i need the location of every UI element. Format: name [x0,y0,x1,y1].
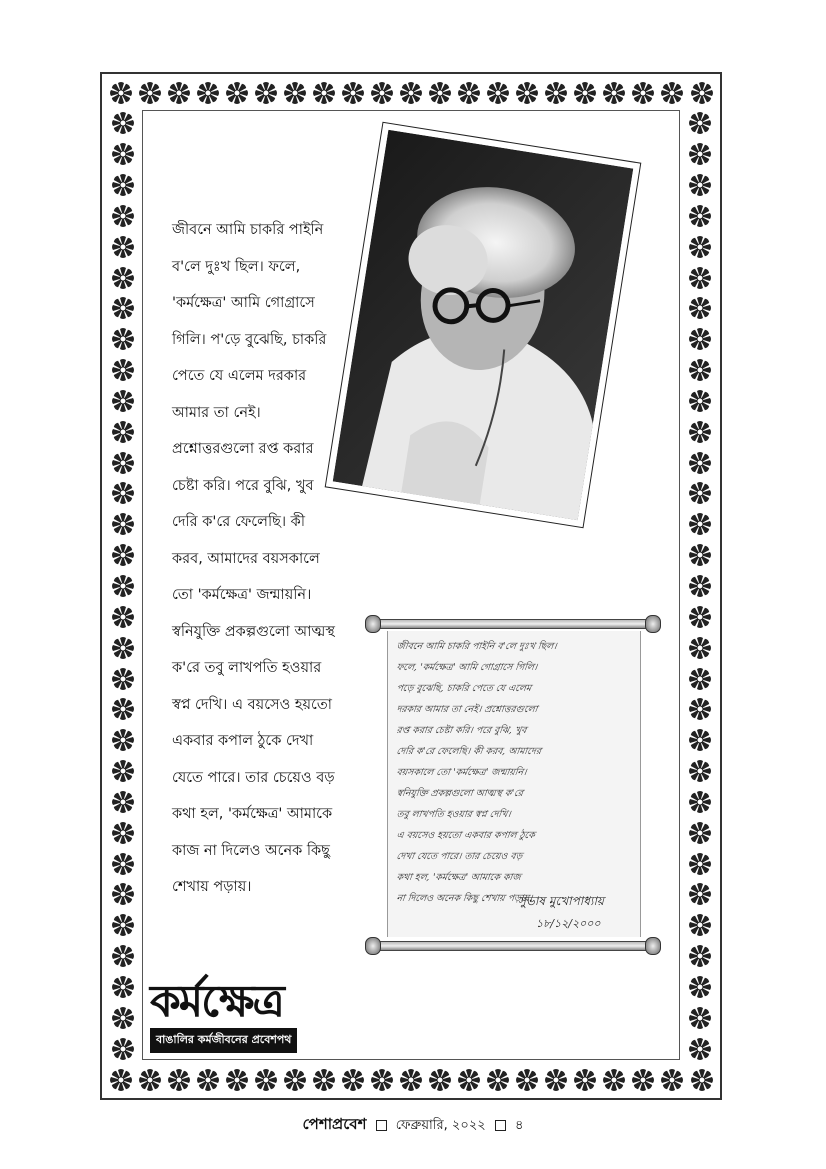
ornament-star-icon [108,510,137,539]
ornament-star-icon [685,448,714,477]
ornament-star-icon [222,1065,251,1094]
ornament-star-icon [687,1065,716,1094]
ornament-star-icon [108,356,137,385]
poem-line: স্বপ্ন দেখি। এ বয়সেও হয়তো [172,696,332,713]
ornament-star-icon [108,757,137,786]
handwritten-line: দেরি ক'রে ফেলেছি। কী করব, আমাদের [395,746,542,757]
ornament-star-icon [484,78,513,107]
ornament-star-icon [685,232,714,261]
ornament-star-icon [542,78,571,107]
poem-line: তো 'কর্মক্ষেত্র' জন্মায়নি। [172,587,312,603]
logo-brand: কর্মক্ষেত্র [150,976,283,1027]
ornament-star-icon [426,1065,455,1094]
ornament-star-icon [108,911,137,940]
scroll-paper [387,631,641,937]
ornament-star-icon [600,1065,629,1094]
poem-text [172,220,382,914]
ornament-star-icon [685,201,714,230]
footer-page-number: ৪ [515,1118,524,1133]
ornament-star-icon [484,1065,513,1094]
ornament-star-icon [658,1065,687,1094]
ornament-star-icon [685,602,714,631]
ornament-star-icon [309,78,338,107]
ornament-star-icon [685,263,714,292]
ornament-star-icon [685,695,714,724]
ornament-star-icon [222,78,251,107]
ornament-star-icon [135,1065,164,1094]
handwritten-line: দরকার আমার তা নেই। প্রশ্নোত্তরগুলো [395,704,539,715]
ornament-star-icon [685,726,714,755]
footer-month-year: ফেব্রুয়ারি, ২০২২ [395,1118,486,1133]
ornament-star-icon [108,880,137,909]
handwritten-line: স্বনিযুক্তি প্রকল্পগুলো আত্মস্থ ক'রে [395,788,524,799]
ornament-star-icon [685,1003,714,1032]
ornament-star-icon [108,787,137,816]
ornament-star-icon [685,479,714,508]
ornament-star-icon [108,818,137,847]
ornament-star-icon [685,942,714,971]
handwritten-line: পড়ে বুঝেছি, চাকরি পেতে যে এলেম [395,683,532,694]
poem-line: ব'লে দুঃখ ছিল। ফলে, [172,258,301,275]
handwritten-text [396,639,636,912]
ornament-star-icon [108,695,137,724]
poem-line: দেরি ক'রে ফেলেছি। কী [172,514,305,530]
handwritten-line: রপ্ত করার চেষ্টা করি। পরে বুঝি, খুব [395,725,528,736]
logo-tagline: বাঙালির কর্মজীবনের প্রবেশপথ [150,1028,297,1053]
ornament-star-icon [108,541,137,570]
ornament-star-icon [685,972,714,1001]
poem-line: জীবনে আমি চাকরি পাইনি [172,222,324,238]
ornament-star-icon [687,78,716,107]
handwritten-line: তবু লাখপতি হওয়ার স্বপ্ন দেখি। [395,809,512,820]
scroll-bottom-rod [365,937,661,953]
ornament-star-icon [658,78,687,107]
ornament-star-icon [108,633,137,662]
ornament-star-icon [108,386,137,415]
ornament-star-icon [251,1065,280,1094]
ornament-star-icon [108,171,137,200]
square-separator-icon [376,1120,387,1131]
ornament-star-icon [629,78,658,107]
ornament-star-icon [685,171,714,200]
ornament-star-icon [455,1065,484,1094]
ornament-star-icon [685,541,714,570]
page-footer [0,1113,826,1138]
ornament-star-icon [106,1065,135,1094]
poem-line: শেখায় পড়ায়। [172,879,252,895]
ornament-star-icon [108,417,137,446]
handwritten-line: এ বয়সেও হয়তো একবার কপাল ঠুকে [395,830,536,841]
ornament-star-icon [426,78,455,107]
poem-line: কাজ না দিলেও অনেক কিছু [172,842,330,859]
ornament-star-icon [571,78,600,107]
signature: সুভাষ মুখোপাধ্যায় [518,894,605,908]
ornament-star-icon [164,78,193,107]
ornament-star-icon [685,417,714,446]
handwritten-line: না দিলেও অনেক কিছু শেখায় পড়ায়। [395,893,534,904]
ornament-star-icon [280,78,309,107]
ornament-star-icon [685,880,714,909]
ornament-star-icon [108,109,137,138]
ornament-star-icon [629,1065,658,1094]
karmakshetra-logo [150,976,330,1053]
ornament-star-icon [193,1065,222,1094]
ornament-star-icon [108,849,137,878]
poem-line: গিলি। প'ড়ে বুঝেছি, চাকরি [172,331,327,348]
poem-line: 'কর্মক্ষেত্র' আমি গোগ্রাসে [172,295,315,311]
ornament-star-icon [108,602,137,631]
poem-line: আমার তা নেই। [172,404,261,421]
ornament-star-icon [685,572,714,601]
ornament-star-icon [108,1034,137,1063]
scroll-top-rod [365,615,661,631]
ornament-star-icon [108,232,137,261]
ornament-star-icon [685,818,714,847]
ornament-star-icon [108,325,137,354]
ornament-star-icon [685,356,714,385]
ornament-star-icon [135,78,164,107]
poem-line: পেতে যে এলেম দরকার [172,368,307,384]
ornament-star-icon [309,1065,338,1094]
ornament-star-icon [571,1065,600,1094]
ornament-star-icon [685,633,714,662]
ornament-star-icon [685,911,714,940]
handwritten-scroll [365,615,661,955]
poem-line: চেষ্টা করি। পরে বুঝি, খুব [172,477,314,494]
ornament-star-icon [455,78,484,107]
handwritten-line: কথা হল, 'কর্মক্ষেত্র' আমাকে কাজ [395,872,522,883]
ornament-star-icon [685,294,714,323]
ornament-star-icon [106,78,135,107]
ornament-star-icon [338,78,367,107]
ornament-star-icon [108,664,137,693]
ornament-star-icon [108,263,137,292]
ornament-star-icon [338,1065,367,1094]
ornament-star-icon [685,849,714,878]
ornament-star-icon [685,386,714,415]
ornament-star-icon [685,109,714,138]
handwritten-line: জীবনে আমি চাকরি পাইনি ব'লে দুঃখ ছিল। [395,641,558,652]
poem-line: স্বনিযুক্তি প্রকল্পগুলো আত্মস্থ [172,623,335,640]
handwritten-line: বয়সকালে তো 'কর্মক্ষেত্র' জন্মায়নি। [395,767,528,778]
ornament-star-icon [685,757,714,786]
ornament-star-icon [280,1065,309,1094]
ornament-star-icon [685,325,714,354]
footer-publication: পেশাপ্রবেশ [302,1115,367,1133]
ornament-star-icon [108,140,137,169]
ornament-star-icon [108,572,137,601]
poem-line: প্রশ্নোত্তরগুলো রপ্ত করার [172,441,314,457]
ornament-star-icon [108,294,137,323]
signature-date: ১৮/১২/২০০০ [536,917,601,930]
ornament-star-icon [193,78,222,107]
ornament-star-icon [367,1065,396,1094]
ornament-star-icon [108,448,137,477]
ornament-star-icon [685,664,714,693]
handwritten-line: দেখা যেতে পারে। তার চেয়েও বড় [395,851,523,862]
ornament-star-icon [685,787,714,816]
ornament-star-icon [164,1065,193,1094]
ornament-star-icon [600,78,629,107]
poem-line: করব, আমাদের বয়সকালে [172,550,320,567]
ornament-star-icon [108,942,137,971]
ornament-star-icon [513,78,542,107]
ornament-star-icon [513,1065,542,1094]
ornament-star-icon [251,78,280,107]
ornament-star-icon [685,140,714,169]
ornament-star-icon [367,78,396,107]
ornament-star-icon [397,78,426,107]
ornament-star-icon [108,1003,137,1032]
square-separator-icon [495,1120,506,1131]
ornament-star-icon [685,1034,714,1063]
ornament-star-icon [108,972,137,1001]
poem-line: ক'রে তবু লাখপতি হওয়ার [172,660,322,676]
ornament-star-icon [108,201,137,230]
poem-line: একবার কপাল ঠুকে দেখা [172,733,314,749]
ornament-star-icon [685,510,714,539]
ornament-star-icon [108,726,137,755]
ornament-star-icon [108,479,137,508]
ornament-star-icon [397,1065,426,1094]
ornament-star-icon [542,1065,571,1094]
handwritten-line: ফলে, 'কর্মক্ষেত্র' আমি গোগ্রাসে গিলি। [395,662,538,673]
poem-line: যেতে পারে। তার চেয়েও বড় [172,769,335,786]
poem-line: কথা হল, 'কর্মক্ষেত্র' আমাকে [172,806,333,822]
